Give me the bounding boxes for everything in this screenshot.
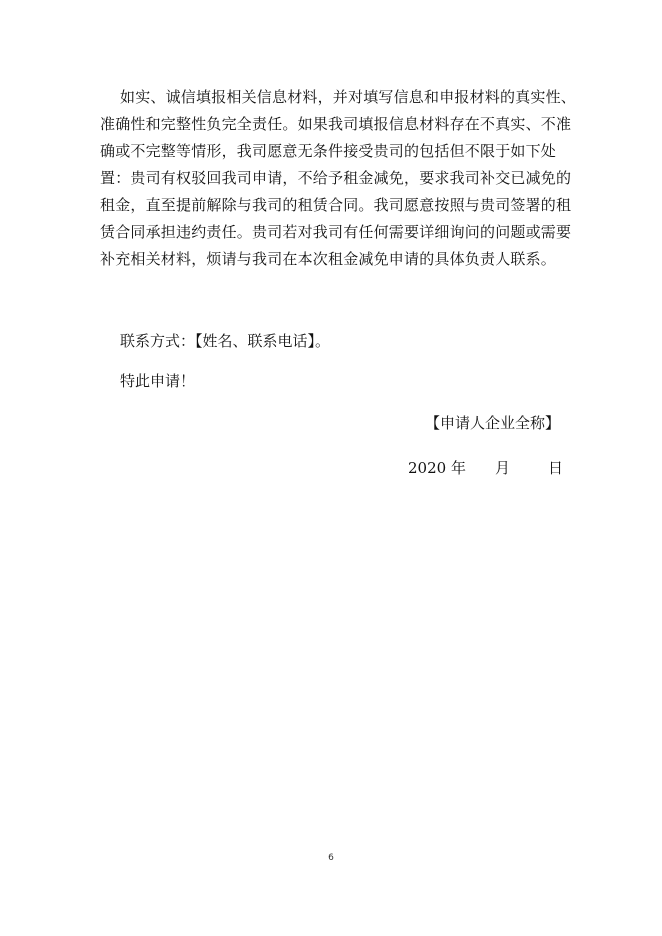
page-number: 6 [328,853,334,863]
body-line-7: 补充相关材料，烦请与我司在本次租金减免申请的具体负责人联系。 [100,250,557,268]
body-paragraph [100,84,577,273]
body-line-4: 置：贵司有权驳回我司申请，不给予租金减免，要求我司补交已减免的 [100,169,572,187]
body-line-1: 如实、诚信填报相关信息材料，并对填写信息和申报材料的真实性、 [120,88,577,106]
date-day: 日 [548,459,564,477]
contact-line: 联系方式：【姓名、联系电话】。 [120,332,331,350]
date-month: 月 [495,459,511,477]
body-line-2: 准确性和完整性负完全责任。如果我司填报信息材料存在不真实、不准 [100,115,572,133]
body-line-6: 赁合同承担违约责任。贵司若对我司有任何需要详细询问的问题或需要 [100,223,572,241]
applicant-signature: 【申请人企业全称】 [424,414,560,432]
body-line-3: 确或不完整等情形，我司愿意无条件接受贵司的包括但不限于如下处 [100,142,557,160]
date-year: 2020 年 [408,459,466,477]
closing-line: 特此申请！ [120,372,196,390]
body-line-5: 租金，直至提前解除与我司的租赁合同。我司愿意按照与贵司签署的租 [100,196,572,214]
